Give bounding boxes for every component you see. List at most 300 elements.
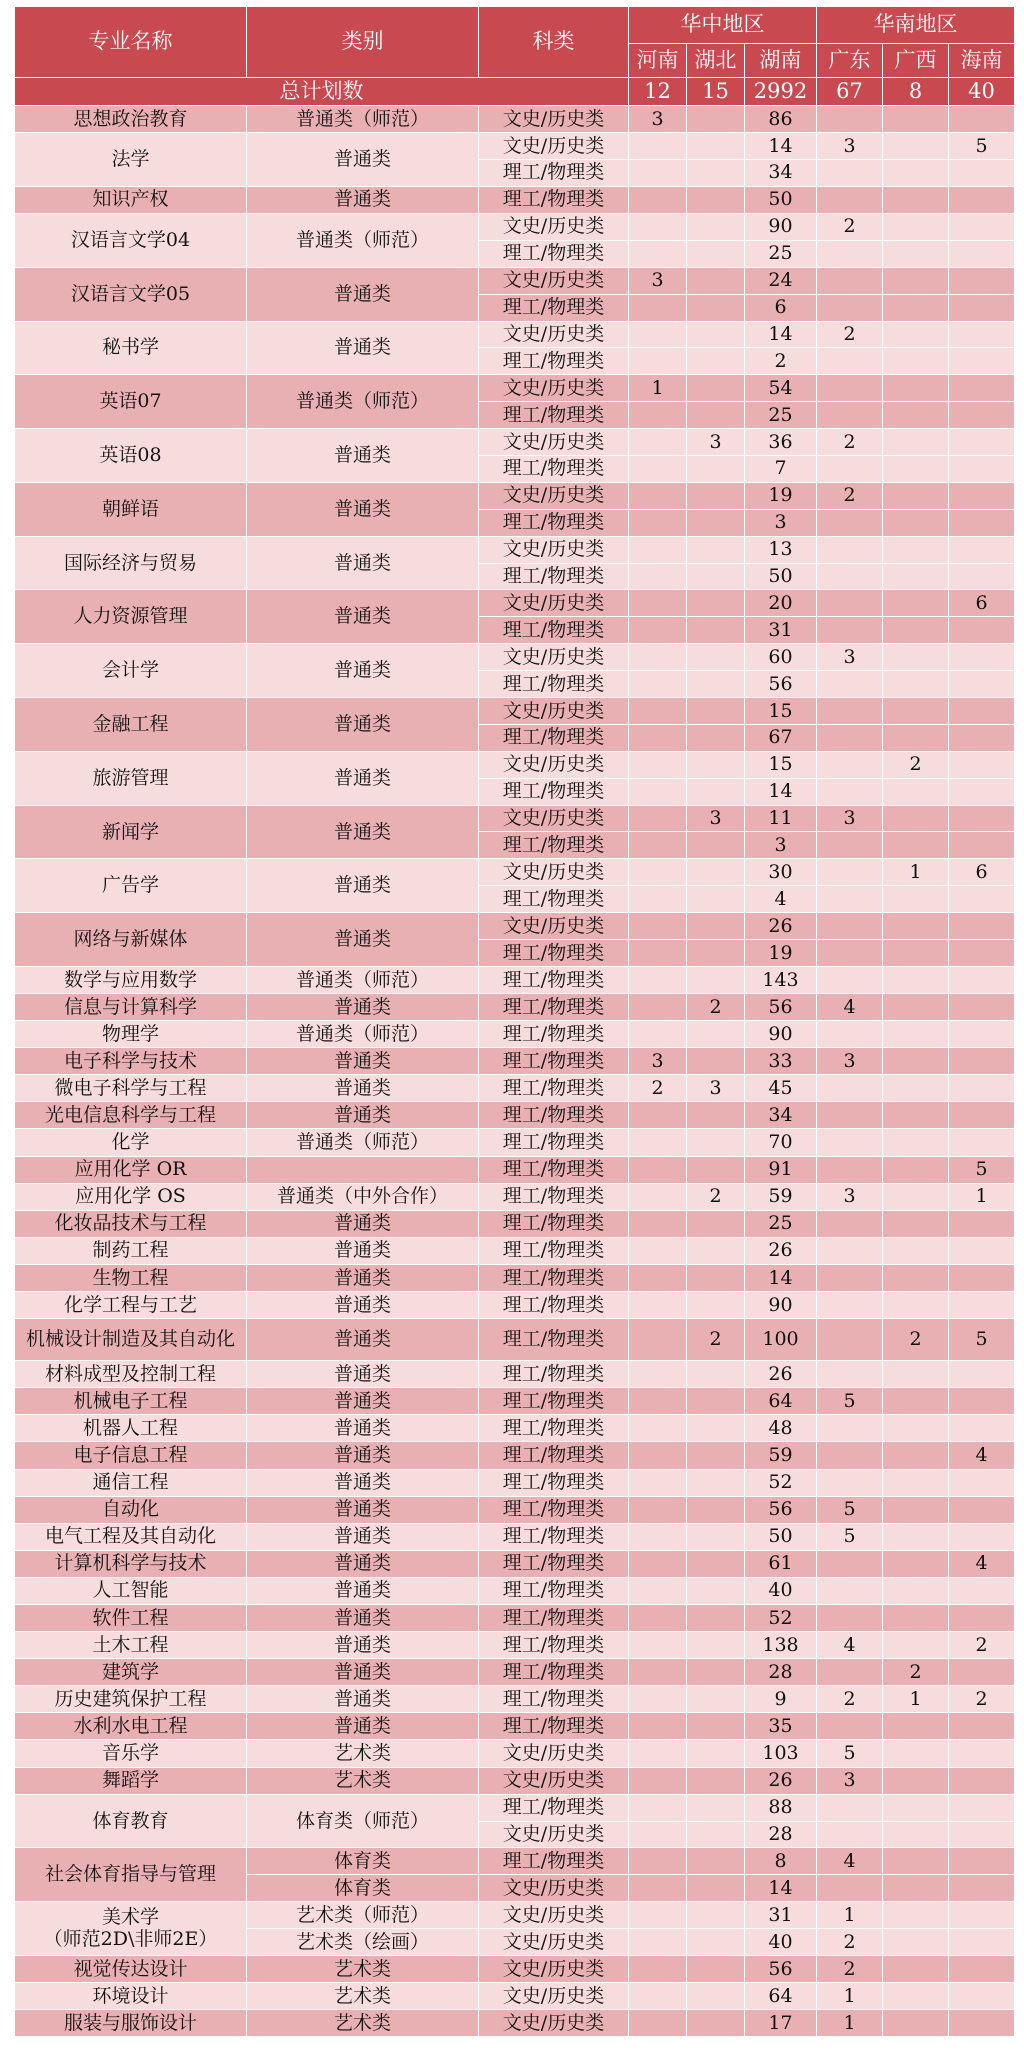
quota-cell	[949, 1469, 1015, 1496]
table-row	[15, 375, 1015, 402]
subject-type: 文史/历史类	[479, 1740, 629, 1767]
major-category: 普通类	[247, 1102, 479, 1129]
major-name: 体育教育	[15, 1794, 247, 1848]
table-row	[15, 1442, 1015, 1469]
quota-cell	[629, 1983, 687, 2010]
major-name: 汉语言文学04	[15, 213, 247, 267]
quota-cell	[883, 1156, 949, 1183]
quota-cell	[817, 240, 883, 267]
major-category: 普通类	[247, 1361, 479, 1388]
subject-type: 文史/历史类	[479, 590, 629, 617]
subject-type: 理工/物理类	[479, 455, 629, 482]
quota-cell	[883, 213, 949, 240]
quota-cell	[629, 644, 687, 671]
major-name: 广告学	[15, 859, 247, 913]
quota-cell	[949, 1902, 1015, 1929]
quota-cell: 2	[817, 1929, 883, 1956]
quota-cell	[817, 1075, 883, 1102]
quota-cell	[629, 1686, 687, 1713]
major-category: 普通类	[247, 133, 479, 187]
quota-cell	[687, 1442, 745, 1469]
quota-cell: 2	[817, 1955, 883, 1982]
quota-cell	[817, 832, 883, 859]
table-row	[15, 966, 1015, 993]
quota-cell	[949, 1659, 1015, 1686]
quota-cell	[687, 1264, 745, 1291]
major-name: 应用化学 OR	[15, 1156, 247, 1183]
quota-cell	[949, 186, 1015, 213]
quota-cell: 61	[745, 1550, 817, 1577]
quota-cell	[883, 1388, 949, 1415]
header-subject: 科类	[479, 7, 629, 78]
quota-cell	[629, 1102, 687, 1129]
quota-cell: 59	[745, 1183, 817, 1210]
quota-cell	[687, 1794, 745, 1821]
quota-cell: 2	[817, 321, 883, 348]
table-row	[15, 1075, 1015, 1102]
quota-cell	[629, 159, 687, 186]
quota-cell	[883, 940, 949, 967]
quota-cell	[687, 1767, 745, 1794]
quota-cell	[883, 267, 949, 294]
subject-type: 文史/历史类	[479, 1983, 629, 2010]
quota-cell: 6	[745, 294, 817, 321]
quota-cell	[949, 1983, 1015, 2010]
quota-cell	[883, 1821, 949, 1848]
quota-cell	[883, 482, 949, 509]
quota-cell: 56	[745, 1955, 817, 1982]
major-category: 普通类	[247, 1604, 479, 1631]
header-province-henan: 河南	[629, 44, 687, 78]
quota-cell	[629, 402, 687, 429]
quota-cell	[687, 1021, 745, 1048]
quota-cell	[687, 482, 745, 509]
major-name: 计算机科学与技术	[15, 1550, 247, 1577]
table-row	[15, 1264, 1015, 1291]
subject-type: 理工/物理类	[479, 1102, 629, 1129]
subject-type: 理工/物理类	[479, 1210, 629, 1237]
quota-cell	[949, 536, 1015, 563]
subject-type: 文史/历史类	[479, 1821, 629, 1848]
quota-cell	[629, 563, 687, 590]
quota-cell: 4	[817, 1848, 883, 1875]
quota-cell	[883, 133, 949, 160]
quota-cell	[687, 1523, 745, 1550]
quota-cell	[949, 1264, 1015, 1291]
quota-cell: 86	[745, 106, 817, 133]
quota-cell	[883, 1929, 949, 1956]
table-row	[15, 751, 1015, 778]
quota-cell	[687, 1955, 745, 1982]
quota-cell	[949, 213, 1015, 240]
quota-cell	[817, 940, 883, 967]
quota-cell	[883, 1496, 949, 1523]
quota-cell	[629, 1955, 687, 1982]
quota-cell	[629, 321, 687, 348]
quota-cell: 138	[745, 1632, 817, 1659]
quota-cell	[687, 1210, 745, 1237]
header-province-hubei: 湖北	[687, 44, 745, 78]
quota-cell	[687, 402, 745, 429]
header-province-hunan: 湖南	[745, 44, 817, 78]
major-name: 电子信息工程	[15, 1442, 247, 1469]
quota-cell	[687, 940, 745, 967]
major-name: 化妆品技术与工程	[15, 1210, 247, 1237]
subject-type: 文史/历史类	[479, 805, 629, 832]
quota-cell	[883, 994, 949, 1021]
major-name: 数学与应用数学	[15, 966, 247, 993]
quota-cell: 67	[745, 724, 817, 751]
major-category: 普通类	[247, 1319, 479, 1361]
quota-cell	[949, 1929, 1015, 1956]
quota-cell	[883, 1264, 949, 1291]
quota-cell: 7	[745, 455, 817, 482]
quota-cell	[687, 348, 745, 375]
quota-cell	[949, 402, 1015, 429]
major-category	[247, 1156, 479, 1183]
subject-type: 理工/物理类	[479, 1292, 629, 1319]
total-value: 8	[883, 78, 949, 106]
major-category: 普通类	[247, 1686, 479, 1713]
table-row	[15, 590, 1015, 617]
subject-type: 理工/物理类	[479, 1442, 629, 1469]
quota-cell	[817, 886, 883, 913]
quota-cell	[629, 536, 687, 563]
major-category: 普通类	[247, 1415, 479, 1442]
quota-cell	[687, 1156, 745, 1183]
quota-cell: 5	[949, 1156, 1015, 1183]
subject-type: 理工/物理类	[479, 240, 629, 267]
major-category: 普通类	[247, 267, 479, 321]
major-name: 朝鲜语	[15, 482, 247, 536]
quota-cell: 31	[745, 617, 817, 644]
major-name: 水利水电工程	[15, 1713, 247, 1740]
subject-type: 文史/历史类	[479, 1767, 629, 1794]
quota-cell	[629, 1550, 687, 1577]
quota-cell	[817, 1102, 883, 1129]
quota-cell	[883, 724, 949, 751]
quota-cell: 56	[745, 671, 817, 698]
quota-cell	[687, 698, 745, 725]
quota-cell	[687, 1361, 745, 1388]
major-name: 软件工程	[15, 1604, 247, 1631]
quota-cell: 100	[745, 1319, 817, 1361]
quota-cell	[883, 644, 949, 671]
quota-cell	[817, 536, 883, 563]
quota-cell	[687, 644, 745, 671]
quota-cell	[629, 1210, 687, 1237]
subject-type: 理工/物理类	[479, 1021, 629, 1048]
quota-cell	[949, 940, 1015, 967]
quota-cell: 52	[745, 1604, 817, 1631]
major-category: 体育类	[247, 1875, 479, 1902]
subject-type: 理工/物理类	[479, 1075, 629, 1102]
major-name: 建筑学	[15, 1659, 247, 1686]
quota-cell	[949, 1794, 1015, 1821]
major-category: 体育类	[247, 1848, 479, 1875]
subject-type: 文史/历史类	[479, 536, 629, 563]
quota-cell	[629, 1875, 687, 1902]
quota-cell: 33	[745, 1048, 817, 1075]
quota-cell: 1	[817, 1902, 883, 1929]
major-name: 新闻学	[15, 805, 247, 859]
quota-cell: 25	[745, 240, 817, 267]
quota-cell	[629, 1632, 687, 1659]
quota-cell: 3	[629, 267, 687, 294]
subject-type: 理工/物理类	[479, 1237, 629, 1264]
major-name: 服装与服饰设计	[15, 2010, 247, 2037]
quota-cell	[883, 1361, 949, 1388]
quota-cell: 90	[745, 1021, 817, 1048]
quota-cell	[629, 429, 687, 456]
quota-cell	[883, 966, 949, 993]
major-category: 普通类	[247, 859, 479, 913]
quota-cell: 15	[745, 698, 817, 725]
quota-cell	[687, 1632, 745, 1659]
quota-cell: 2	[949, 1686, 1015, 1713]
subject-type: 文史/历史类	[479, 751, 629, 778]
major-name: 电气工程及其自动化	[15, 1523, 247, 1550]
quota-cell: 3	[629, 106, 687, 133]
quota-cell: 56	[745, 1496, 817, 1523]
quota-cell	[883, 536, 949, 563]
table-row	[15, 1955, 1015, 1982]
subject-type: 理工/物理类	[479, 1048, 629, 1075]
quota-cell: 3	[817, 1183, 883, 1210]
table-row	[15, 1237, 1015, 1264]
header-province-guangdong: 广东	[817, 44, 883, 78]
subject-type: 文史/历史类	[479, 429, 629, 456]
quota-cell	[629, 1767, 687, 1794]
subject-type: 理工/物理类	[479, 1686, 629, 1713]
major-category: 普通类	[247, 1496, 479, 1523]
quota-cell: 3	[817, 133, 883, 160]
table-row	[15, 805, 1015, 832]
major-category: 普通类（师范）	[247, 1129, 479, 1156]
quota-cell	[883, 1767, 949, 1794]
quota-cell	[687, 1821, 745, 1848]
quota-cell: 50	[745, 563, 817, 590]
quota-cell: 3	[687, 1075, 745, 1102]
quota-cell: 52	[745, 1469, 817, 1496]
subject-type: 理工/物理类	[479, 294, 629, 321]
quota-cell	[629, 1659, 687, 1686]
subject-type: 文史/历史类	[479, 106, 629, 133]
subject-type: 理工/物理类	[479, 1550, 629, 1577]
quota-cell: 36	[745, 429, 817, 456]
quota-cell: 4	[817, 1632, 883, 1659]
major-name: 美术学 （师范2D\非师2E）	[15, 1902, 247, 1956]
subject-type: 理工/物理类	[479, 1577, 629, 1604]
quota-cell	[687, 536, 745, 563]
quota-cell	[883, 455, 949, 482]
quota-cell	[949, 1848, 1015, 1875]
quota-cell	[629, 482, 687, 509]
quota-cell: 4	[745, 886, 817, 913]
quota-cell	[629, 294, 687, 321]
subject-type: 理工/物理类	[479, 402, 629, 429]
quota-cell	[883, 1523, 949, 1550]
quota-cell	[629, 240, 687, 267]
quota-cell	[949, 1210, 1015, 1237]
total-value: 12	[629, 78, 687, 106]
quota-cell: 1	[883, 859, 949, 886]
table-row	[15, 1102, 1015, 1129]
quota-cell	[949, 1523, 1015, 1550]
quota-cell	[949, 1129, 1015, 1156]
quota-cell	[629, 1469, 687, 1496]
quota-cell	[629, 1292, 687, 1319]
quota-cell	[629, 778, 687, 805]
quota-cell	[949, 617, 1015, 644]
quota-cell	[629, 698, 687, 725]
quota-cell	[629, 1021, 687, 1048]
major-category: 艺术类	[247, 1740, 479, 1767]
subject-type: 理工/物理类	[479, 1415, 629, 1442]
quota-cell	[883, 186, 949, 213]
table-row	[15, 1129, 1015, 1156]
quota-cell	[687, 2010, 745, 2037]
quota-cell	[629, 994, 687, 1021]
table-row	[15, 1048, 1015, 1075]
table-row	[15, 994, 1015, 1021]
table-row	[15, 429, 1015, 456]
quota-cell: 14	[745, 321, 817, 348]
quota-cell: 2	[629, 1075, 687, 1102]
major-category: 普通类	[247, 644, 479, 698]
major-category: 艺术类	[247, 1955, 479, 1982]
quota-cell	[817, 724, 883, 751]
quota-cell	[883, 1875, 949, 1902]
quota-cell	[883, 805, 949, 832]
table-row	[15, 644, 1015, 671]
quota-cell: 28	[745, 1821, 817, 1848]
quota-cell: 50	[745, 186, 817, 213]
quota-cell: 2	[883, 1659, 949, 1686]
major-category: 艺术类	[247, 2010, 479, 2037]
quota-cell	[629, 1156, 687, 1183]
table-row	[15, 1604, 1015, 1631]
major-category: 普通类	[247, 590, 479, 644]
major-name: 信息与计算科学	[15, 994, 247, 1021]
quota-cell	[883, 1794, 949, 1821]
quota-cell	[629, 832, 687, 859]
subject-type: 理工/物理类	[479, 1794, 629, 1821]
quota-cell	[949, 966, 1015, 993]
total-label: 总计划数	[15, 78, 629, 106]
quota-cell	[949, 886, 1015, 913]
quota-cell: 30	[745, 859, 817, 886]
subject-type: 理工/物理类	[479, 1129, 629, 1156]
quota-cell: 40	[745, 1577, 817, 1604]
table-row	[15, 1794, 1015, 1821]
quota-cell	[883, 1632, 949, 1659]
quota-cell	[687, 1875, 745, 1902]
quota-cell	[817, 1361, 883, 1388]
table-row	[15, 321, 1015, 348]
total-value: 2992	[745, 78, 817, 106]
quota-cell	[817, 1875, 883, 1902]
header-region-central: 华中地区	[629, 7, 817, 44]
quota-cell	[687, 1713, 745, 1740]
quota-cell	[817, 1156, 883, 1183]
quota-cell	[817, 294, 883, 321]
quota-cell	[817, 455, 883, 482]
quota-cell	[629, 186, 687, 213]
quota-cell: 70	[745, 1129, 817, 1156]
quota-cell: 3	[745, 509, 817, 536]
quota-cell	[883, 1848, 949, 1875]
quota-cell: 90	[745, 213, 817, 240]
quota-cell	[883, 1469, 949, 1496]
quota-cell	[817, 186, 883, 213]
major-category: 普通类（师范）	[247, 213, 479, 267]
table-row	[15, 2010, 1015, 2037]
quota-cell	[629, 1496, 687, 1523]
major-name: 微电子科学与工程	[15, 1075, 247, 1102]
quota-cell: 3	[817, 644, 883, 671]
header-major: 专业名称	[15, 7, 247, 78]
quota-cell	[883, 159, 949, 186]
major-name: 英语08	[15, 429, 247, 483]
quota-cell	[629, 617, 687, 644]
quota-cell: 35	[745, 1713, 817, 1740]
major-category: 普通类	[247, 1577, 479, 1604]
major-category: 普通类	[247, 1264, 479, 1291]
table-row	[15, 1210, 1015, 1237]
quota-cell: 2	[687, 994, 745, 1021]
quota-cell	[687, 106, 745, 133]
quota-cell	[883, 1048, 949, 1075]
subject-type: 理工/物理类	[479, 1523, 629, 1550]
subject-type: 文史/历史类	[479, 1955, 629, 1982]
major-name: 材料成型及控制工程	[15, 1361, 247, 1388]
subject-type: 理工/物理类	[479, 994, 629, 1021]
quota-cell	[817, 159, 883, 186]
major-name: 人力资源管理	[15, 590, 247, 644]
subject-type: 理工/物理类	[479, 940, 629, 967]
quota-cell	[629, 1604, 687, 1631]
quota-cell	[949, 1237, 1015, 1264]
quota-cell	[687, 1902, 745, 1929]
quota-cell	[883, 429, 949, 456]
quota-cell	[687, 913, 745, 940]
quota-cell: 4	[949, 1442, 1015, 1469]
header-region-south: 华南地区	[817, 7, 1015, 44]
quota-cell: 26	[745, 1361, 817, 1388]
quota-cell: 2	[687, 1319, 745, 1361]
quota-cell	[629, 859, 687, 886]
major-category: 普通类（师范）	[247, 106, 479, 133]
quota-cell	[817, 1237, 883, 1264]
quota-cell	[949, 1361, 1015, 1388]
major-name: 音乐学	[15, 1740, 247, 1767]
quota-cell	[883, 1102, 949, 1129]
quota-cell	[949, 294, 1015, 321]
subject-type: 文史/历史类	[479, 1875, 629, 1902]
subject-type: 理工/物理类	[479, 509, 629, 536]
quota-cell: 103	[745, 1740, 817, 1767]
quota-cell	[687, 751, 745, 778]
quota-cell	[687, 1659, 745, 1686]
quota-cell	[687, 1469, 745, 1496]
table-row	[15, 1469, 1015, 1496]
quota-cell	[883, 348, 949, 375]
subject-type: 理工/物理类	[479, 1604, 629, 1631]
quota-cell	[949, 240, 1015, 267]
quota-cell: 1	[817, 2010, 883, 2037]
subject-type: 文史/历史类	[479, 267, 629, 294]
